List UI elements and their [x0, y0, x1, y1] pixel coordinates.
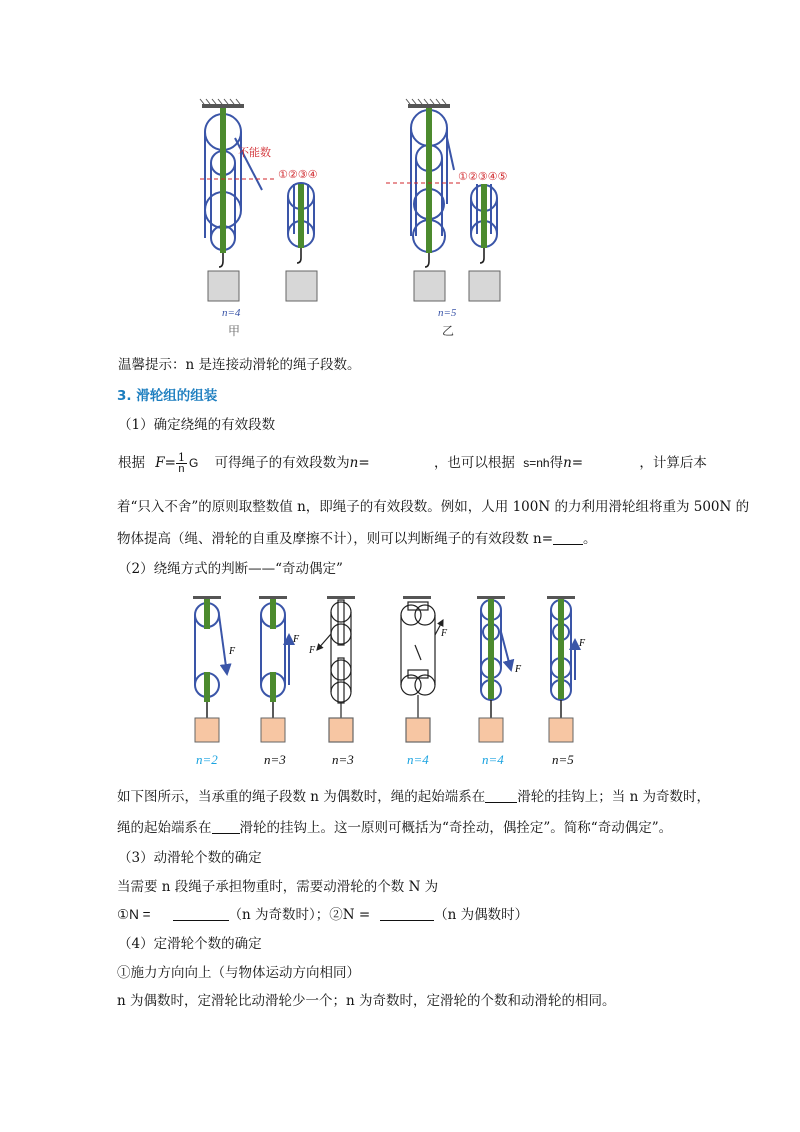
section3-title: 3. 滑轮组的组装 [117, 388, 218, 404]
p2: 着“只入不舍”的原则取整数值 n，即绳子的有效段数。例如，人用 100N 的力利用滑轮组将重为 500N 的 [117, 499, 750, 515]
p9: n 为偶数时，定滑轮比动滑轮少一个；n 为奇数时，定滑轮的个数和动滑轮的相同。 [117, 993, 616, 1009]
pulley-set-5 [477, 596, 522, 742]
p1-G: G [188, 456, 199, 470]
p1-n1: n= [349, 455, 370, 471]
fig2-label-5: n=4 [482, 752, 504, 767]
force-label-5: F [515, 664, 522, 675]
force-label-3: F [309, 645, 316, 656]
p5: 绳的起始端系在 滑轮的挂钩上。这一原则可概括为“奇拴动，偶拴定”。简称“奇动偶定”。 [117, 820, 673, 836]
top-left-n: n=4 [222, 307, 241, 319]
p1-s: s=nh [523, 456, 550, 470]
pulley-set-2 [259, 596, 300, 742]
right-number-labels: ①②③④⑤ [458, 170, 508, 183]
p7: ①N = （n 为奇数时）；②N = （n 为偶数时） [117, 907, 529, 923]
p6: 当需要 n 段绳子承担物重时，需要动滑轮的个数 N 为 [117, 879, 439, 895]
pulley-set-4 [401, 596, 448, 742]
p4: 如下图所示，当承重的绳子段数 n 为偶数时，绳的起始端系在 滑轮的挂钩上；当 n 为奇数时， [117, 789, 711, 805]
sub2: （2）绕绳方式的判断——“奇动偶定” [118, 561, 343, 577]
blank-even[interactable] [485, 788, 517, 803]
block-4 [406, 718, 430, 742]
blank-odd[interactable] [212, 819, 240, 834]
left-small-weight [286, 271, 317, 301]
p3: 物体提高（绳、滑轮的自重及摩擦不计），则可以判断绳子的有效段数 n= 。 [117, 531, 597, 547]
p1-n2: n= [563, 455, 584, 471]
sub3: （3）动滑轮个数的确定 [118, 850, 262, 866]
left-number-labels: ①②③④ [278, 168, 318, 181]
p1-a: 根据 [118, 455, 145, 471]
top-right-n: n=5 [438, 307, 457, 319]
p1-e: ，计算后本 [639, 455, 707, 471]
right-small-weight [469, 271, 500, 301]
block-6 [549, 718, 573, 742]
block-3 [329, 718, 353, 742]
ceiling-left [200, 99, 244, 108]
force-label-1: F [229, 646, 236, 657]
fig2-label-6: n=5 [552, 752, 574, 767]
fraction: $\frac{1}{n}$ [177, 451, 185, 475]
block-2 [261, 718, 285, 742]
formula-paragraph-line1 [118, 452, 718, 475]
block-5 [479, 718, 503, 742]
p1-d: 得 [549, 455, 564, 471]
fig2-label-2: n=3 [264, 752, 286, 767]
sub1: （1）确定绕绳的有效段数 [118, 417, 276, 433]
right-weight [414, 271, 445, 301]
ceiling-right [406, 99, 450, 108]
top-left-caption: 甲 [228, 324, 241, 338]
top-right-caption: 乙 [442, 324, 455, 338]
p1-b: 可得绳子的有效段数为 [214, 455, 350, 471]
blank-N-odd[interactable] [173, 906, 229, 921]
left-fixed-pulleys [205, 114, 262, 250]
label-cannot-count: 不能数 [238, 146, 271, 159]
right-fixed-pulleys [411, 110, 454, 252]
pulley-set-6 [547, 596, 586, 742]
p1-c: ，也可以根据 [433, 455, 515, 471]
p8: ①施力方向向上（与物体运动方向相同） [117, 965, 360, 981]
blank-N-even[interactable] [380, 906, 434, 921]
top-pulley-figure [190, 98, 530, 310]
pulley-set-1 [193, 596, 236, 742]
fig2-label-1: n=2 [196, 752, 218, 767]
tip-text: 温馨提示：n 是连接动滑轮的绳子段数。 [118, 357, 361, 373]
blank-n[interactable] [553, 530, 583, 545]
block-1 [195, 718, 219, 742]
fig2-label-3: n=3 [332, 752, 354, 767]
pulley-set-3 [308, 596, 355, 742]
fig2-label-4: n=4 [407, 752, 429, 767]
left-weight [208, 271, 239, 301]
p1-F: F= [155, 455, 176, 471]
force-label-4: F [441, 628, 448, 639]
pulley-sets-figure [185, 590, 605, 750]
force-label-2: F [293, 634, 300, 645]
force-label-6: F [579, 638, 586, 649]
sub4: （4）定滑轮个数的确定 [118, 936, 262, 952]
